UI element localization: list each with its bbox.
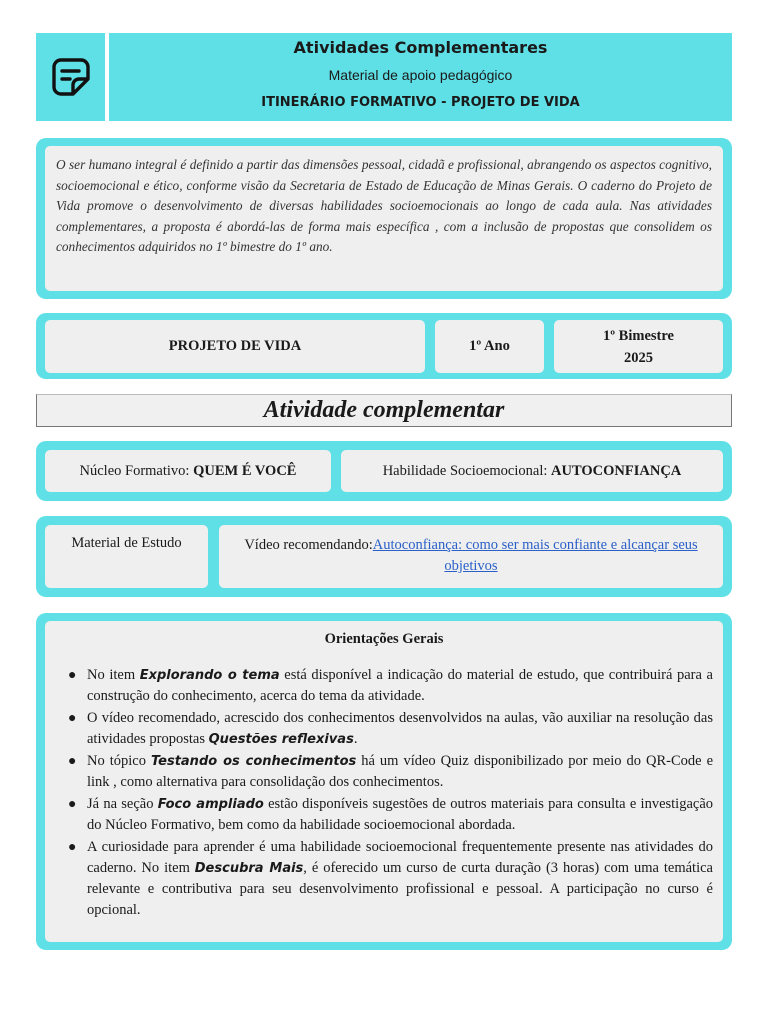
bullet-icon: ● [68,711,77,726]
term-label: 1º Bimestre [603,327,674,344]
section-highlight: Testando os conhecimentos [150,754,357,769]
nucleus-cell [45,450,331,492]
list-item: ● No item Explorando o tema está disponível a indicação do material de estudo, que contribuirá para a construção do conhecimento, acerca do tema da atividade. [68,667,713,704]
subject-cell [45,320,425,373]
header [109,33,732,121]
subject-label: PROJETO DE VIDA [168,338,302,354]
skill-cell [341,450,723,492]
list-item: ● O vídeo recomendado, acrescido dos conhecimentos desenvolvidos na aulas, vão auxiliar na resolução das atividades propostas Questões reflexivas. [68,710,713,747]
list-item: ● No tópico Testando os conhecimentos há um vídeo Quiz disponibilizado por meio do QR-Code e link , como alternativa para consolidação dos conhecimentos. [68,753,714,790]
section-highlight: Foco ampliado [157,797,264,812]
material-row [36,516,732,597]
video-cell [219,525,723,588]
header-icon-box [36,33,105,121]
term-cell [554,320,723,373]
activity-title: Atividade complementar [36,394,732,427]
section-highlight: Descubra Mais [194,861,304,876]
list-item: ● A curiosidade para aprender é uma habilidade socioemocional frequentemente presente nas atividades do caderno. No item Descubra Mais, é oferecido um curso de curta duração (3 horas) com uma temática relevante e contributiva para seu desenvolvimento profissional e pessoal. A participação no curso é opcional. [68,839,713,918]
page-subtitle: Material de apoio pedagógico [328,67,513,83]
orientations-list [55,665,713,921]
page-title: Atividades Complementares [293,38,548,57]
program-name: ITINERÁRIO FORMATIVO - PROJETO DE VIDA [261,95,580,110]
nucleus-value: QUEM É VOCÊ [193,462,297,479]
orientations-panel [45,621,723,942]
section-highlight: Explorando o tema [139,668,280,683]
orientations-title: Orientações Gerais [324,631,444,647]
list-item: ● Já na seção Foco ampliado estão disponíveis sugestões de outros materiais para consulta e investigação do Núcleo Formativo, bem como da habilidade socioemocional abordada. [68,796,714,833]
info-row [36,313,732,379]
orientations-frame [36,613,732,950]
bullet-icon: ● [68,797,77,812]
sticky-note-icon [49,55,93,99]
material-label: Material de Estudo [71,535,182,551]
intro-frame [36,138,732,299]
intro-text: O ser humano integral é definido a partir das dimensões pessoal, cidadã e profissional, abrangendo os aspectos cognitivo, socioemocional e ético, conforme visão da Secretaria de Estado de Educação de Minas Gerais. O caderno do Projeto de Vida promove o desenvolvimento de diversas habilidades socioemocionais ao longo de cada aula. Nas atividades complementares, a proposta é abordá-las de forma mais específica , com a inclusão de propostas que consolidem os conhecimentos adquiridos no 1º bimestre do 1º ano. [45,146,723,291]
grade-cell [435,320,544,373]
grade-label: 1º Ano [469,338,510,354]
bullet-icon: ● [68,754,77,769]
video-link[interactable]: Autoconfiança: como ser mais confiante e alcançar seus objetivos [372,537,698,574]
year-label: 2025 [624,349,653,366]
bullet-icon: ● [68,668,77,683]
skill-value: AUTOCONFIANÇA [551,462,682,479]
nucleus-label: Núcleo Formativo: [79,462,190,479]
section-highlight: Questões reflexivas [208,732,354,747]
material-label-cell [45,525,208,588]
nucleus-skill-row [36,441,732,501]
skill-label: Habilidade Socioemocional: [382,462,548,479]
bullet-icon: ● [68,840,77,855]
video-label: Vídeo recomendando: [244,537,373,553]
